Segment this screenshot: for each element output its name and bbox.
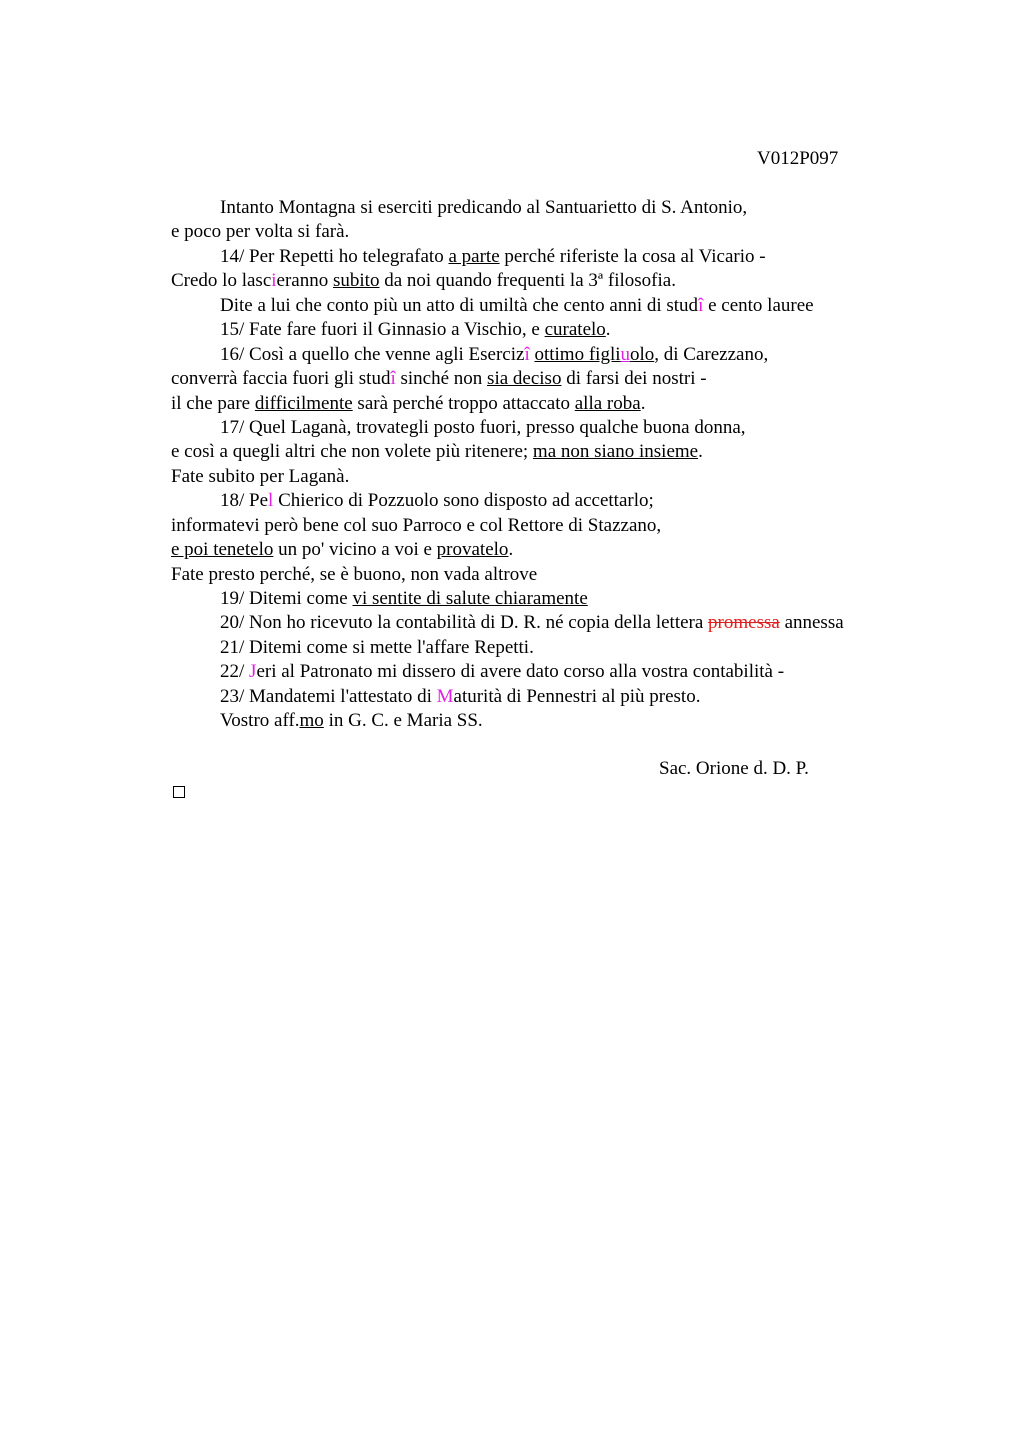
highlighted-correction: J [249,661,257,683]
reference-code: V012P097 [757,148,839,169]
text-segment: informatevi però bene col suo Parroco e col Rettore di Stazzano, [171,514,662,536]
text-line [171,709,951,733]
text-segment: e così a quegli altri che non volete più ritenere; [171,441,533,463]
text-line [171,220,951,244]
text-segment: . [508,539,514,561]
text-line [171,440,951,464]
text-segment: 17/ Quel Laganà, trovategli posto fuori, presso qualche buona donna, [220,416,746,438]
text-line [171,343,951,367]
text-line [171,392,951,416]
underlined-text: olo [630,343,655,365]
underlined-text: vi sentite di salute chiaramente [352,588,588,609]
text-segment: e cento lauree [703,294,814,316]
text-segment: Credo lo lasc [171,270,272,292]
text-line [171,611,951,635]
text-segment: eri al Patronato mi dissero di avere dato corso alla vostra contabilità - [256,661,785,683]
text-segment: sarà perché troppo attaccato [352,392,575,414]
text-line [171,636,951,660]
text-segment: 21/ Ditemi come si mette l'affare Repetti. [220,636,534,658]
underlined-text: alla roba [574,392,641,414]
text-segment: 19/ Ditemi come [220,588,353,609]
text-segment: e poco per volta si farà. [171,221,350,243]
highlighted-correction: î [390,368,396,390]
text-segment: , di Carezzano, [654,343,769,365]
text-line [171,685,951,709]
text-segment: aturità di Pennestri al più presto. [453,685,701,707]
underlined-text: ottimo figli [534,343,621,365]
text-segment: Fate subito per Laganà. [171,465,350,487]
text-segment: 23/ Mandatemi l'attestato di [220,685,437,707]
highlighted-correction: M [436,685,454,707]
struck-through-text: promessa [708,612,780,634]
text-segment: . [640,392,646,414]
text-segment: in G. C. e Maria SS. [323,710,483,732]
text-segment: 16/ Così a quello che venne agli Eserciz [220,343,525,365]
text-segment: 14/ Per Repetti ho telegrafato [220,245,449,267]
text-segment: eranno [276,270,333,292]
signature: Sac. Orione d. D. P. [659,758,809,779]
text-line [171,660,951,684]
text-segment: Fate presto perché, se è buono, non vada altrove [171,563,538,585]
text-line [171,416,951,440]
text-line [171,367,951,391]
text-line [171,587,951,611]
text-segment: annessa [779,612,844,634]
text-line [171,489,951,513]
text-line [171,245,951,269]
text-line [171,514,951,538]
text-segment: 15/ Fate fare fuori il Ginnasio a Vischio, e [220,319,545,341]
text-segment: il che pare [171,392,255,414]
underlined-text: difficilmente [254,392,353,414]
underlined-text: curatelo [544,319,606,341]
underlined-text: sia deciso [487,368,562,390]
highlighted-correction: i [271,270,277,292]
underlined-text: a parte [448,245,500,267]
text-line [171,465,951,489]
text-segment: da noi quando frequenti la 3ª filosofia. [379,270,676,292]
text-segment: perché riferiste la cosa al Vicario - [499,245,766,267]
text-line [171,538,951,562]
text-line [171,294,951,318]
text-segment: . [605,319,611,341]
underlined-text: ma non siano insieme [532,441,699,463]
text-line [171,563,951,587]
text-segment: converrà faccia fuori gli stud [171,368,391,390]
text-segment: 22/ [220,661,250,683]
highlighted-correction: u [620,343,630,365]
highlighted-correction: î [524,343,530,365]
text-segment: Intanto Montagna si eserciti predicando al Santuarietto di S. Antonio, [220,197,748,218]
text-segment: Chierico di Pozzuolo sono disposto ad accettarlo; [273,490,654,512]
text-segment: sinché non [395,368,488,390]
underlined-text: subito [333,270,380,292]
text-segment: . [698,441,703,463]
text-segment: 20/ Non ho ricevuto la contabilità di D. R. né copia della lettera [220,612,709,634]
text-line [171,196,951,220]
text-segment: di farsi dei nostri - [561,368,707,390]
end-marker-box [173,786,185,798]
text-segment: Dite a lui che conto più un atto di umiltà che cento anni di stud [220,294,699,316]
text-segment: un po' vicino a voi e [273,539,437,561]
underlined-text: e poi tenetelo [171,539,274,561]
text-segment: 18/ Pe [220,490,269,512]
underlined-text: provatelo [436,539,509,561]
highlighted-correction: î [698,294,704,316]
text-segment: Vostro aff. [220,710,300,732]
highlighted-correction: l [268,490,274,512]
text-line [171,318,951,342]
text-line [171,269,951,293]
letter-body [171,196,951,734]
underlined-text: mo [299,710,324,732]
